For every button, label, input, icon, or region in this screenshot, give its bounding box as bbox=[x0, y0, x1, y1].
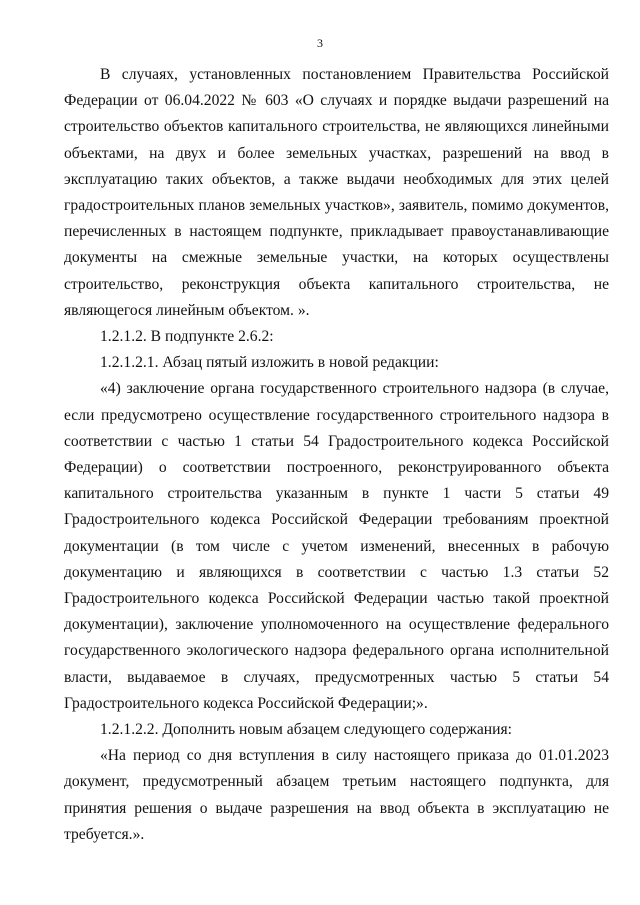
document-body bbox=[64, 62, 609, 848]
page-number: 3 bbox=[317, 36, 323, 50]
paragraph-subclause-1-2-1-2: 1.2.1.2. В подпункте 2.6.2: bbox=[100, 328, 274, 346]
paragraph-item-4-conclusion: «4) заключение органа государственного строительного надзора (в случае, если предусмотрено осуществление государственного строительного надзора в соответствии с частью 1 статьи 54 Градостроительного кодекса Российской Федерации) о соответствии построенного, реконструированного объекта капитального строительства указанным в пункте 1 части 5 статьи 49 Градостроительного кодекса Российской Федерации требованиям проектной документации (в том числе с учетом изменений, внесенных в рабочую документацию и являющихся в соответствии с частью 1.3 статьи 52 Градостроительного кодекса Российской Федерации частью такой проектной документации), заключение уполномоченного на осуществление федерального государственного экологического надзора федерального органа исполнительной власти, выдаваемое в случаях, предусмотренных частью 5 статьи 54 Градостроительного кодекса Российской Федерации;». bbox=[64, 380, 609, 712]
paragraph-subclause-1-2-1-2-1: 1.2.1.2.1. Абзац пятый изложить в новой редакции: bbox=[100, 354, 439, 372]
paragraph-permits-multiple-plots: В случаях, установленных постановлением Правительства Российской Федерации от 06.04.2022 № 603 «О случаях и порядке выдачи разрешений на строительство объектов капитального строительства, не являющихся линейными объектами, на двух и более земельных участках, разрешений на ввод в эксплуатацию таких объектов, а также выдачи необходимых для этих целей градостроительных планов земельных участков», заявитель, помимо документов, перечисленных в настоящем подпункте, прикладывает правоустанавливающие документы на смежные земельные участки, на которых осуществлены строительство, реконструкция объекта капитального строительства, не являющегося линейным объектом. ». bbox=[64, 66, 609, 319]
paragraph-transition-period: «На период со дня вступления в силу настоящего приказа до 01.01.2023 документ, предусмотренный абзацем третьим настоящего подпункта, для принятия решения о выдаче разрешения на ввод объекта в эксплуатацию не требуется.». bbox=[64, 747, 609, 843]
paragraph-subclause-1-2-1-2-2: 1.2.1.2.2. Дополнить новым абзацем следующего содержания: bbox=[100, 721, 513, 739]
